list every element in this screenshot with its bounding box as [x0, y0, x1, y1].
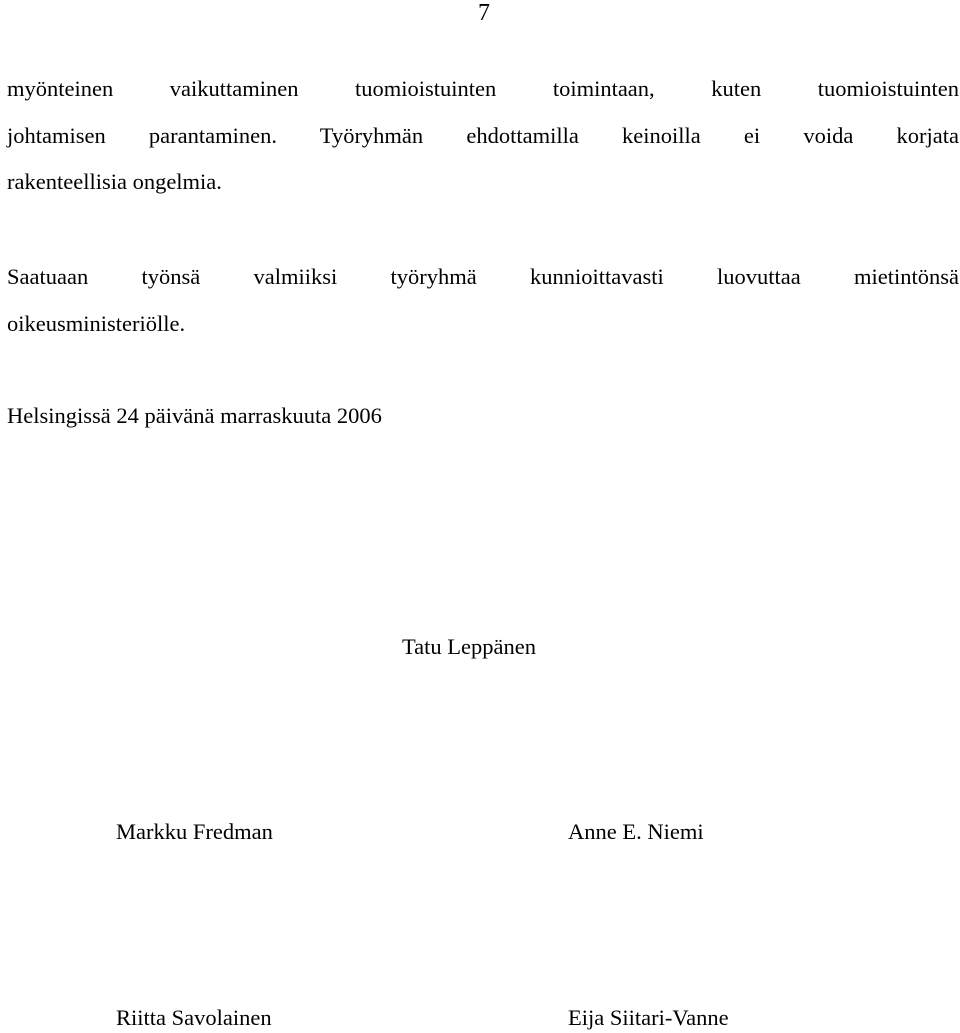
paragraph-line: johtamisen parantaminen. Työryhmän ehdottamilla keinoilla ei voida korjata — [7, 122, 959, 148]
place-and-date: Helsingissä 24 päivänä marraskuuta 2006 — [7, 403, 382, 428]
paragraph-line: Saatuaan työnsä valmiiksi työryhmä kunnioittavasti luovuttaa mietintönsä — [7, 264, 959, 289]
signature-member: Anne E. Niemi — [568, 819, 704, 844]
paragraph-conclusion — [7, 66, 959, 206]
signature-member: Riitta Savolainen — [116, 1005, 272, 1030]
paragraph-line: oikeusministeriölle. — [7, 310, 186, 336]
signature-member: Eija Siitari-Vanne — [568, 1005, 729, 1030]
signature-member: Markku Fredman — [116, 819, 273, 844]
page-number: 7 — [478, 0, 490, 26]
paragraph-line: rakenteellisia ongelmia. — [7, 169, 222, 194]
paragraph-line: myönteinen vaikuttaminen tuomioistuinten toimintaan, kuten tuomioistuinten — [7, 76, 959, 101]
signature-chair: Tatu Leppänen — [402, 634, 536, 659]
paragraph-handover — [7, 254, 959, 347]
